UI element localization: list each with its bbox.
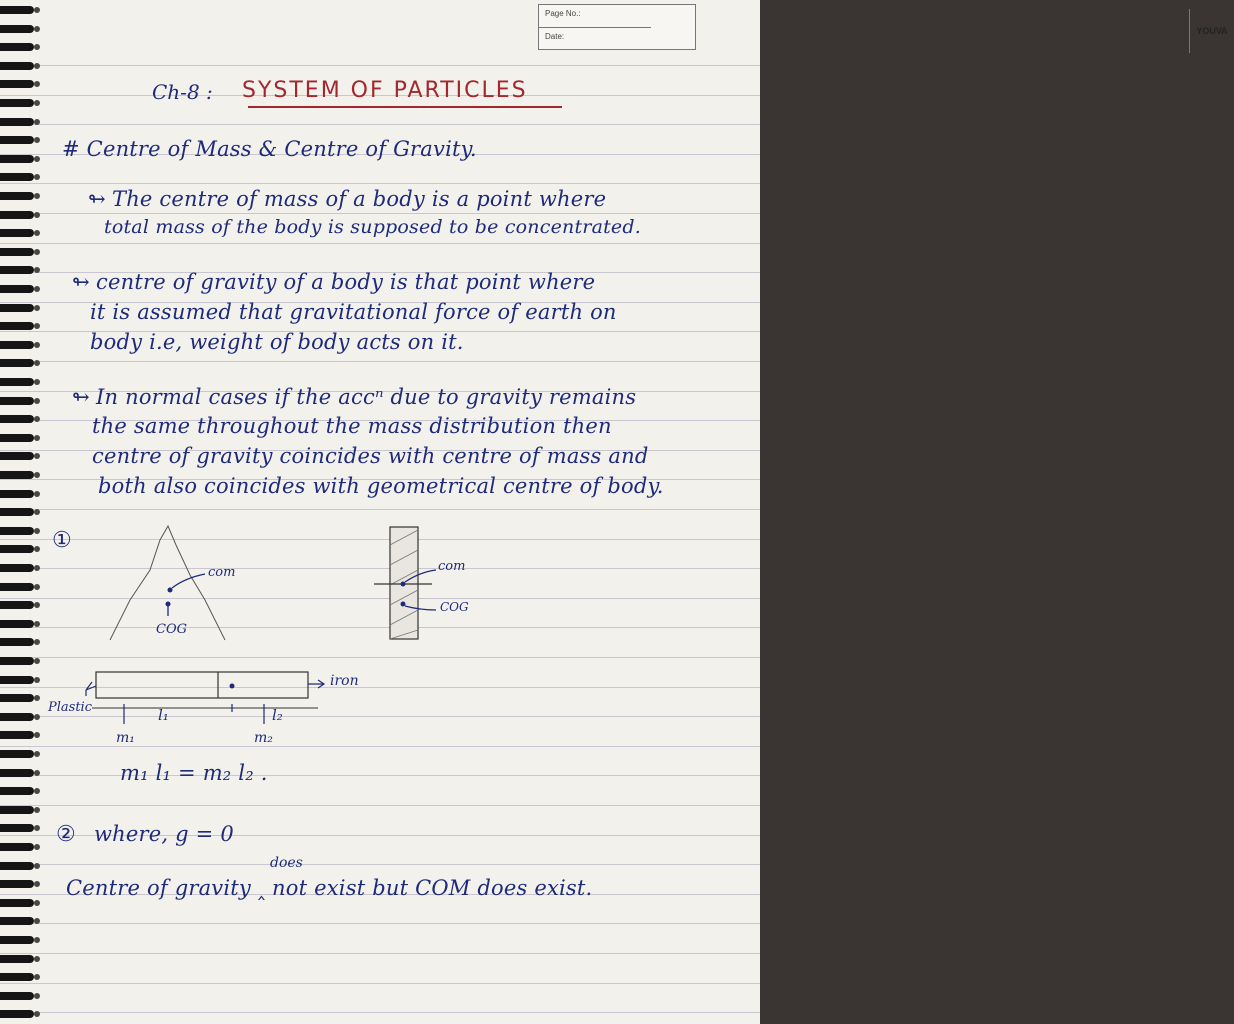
length-l1-label: l₁: [158, 706, 169, 724]
moment-equation: m₁ l₁ = m₂ l₂ .: [120, 761, 268, 785]
example1-number: ①: [52, 528, 72, 553]
para3-line3: centre of gravity coincides with centre of mass and: [92, 444, 649, 468]
date-label: Date:: [545, 32, 565, 41]
example2-statement: Centre of gravity ‸ not exist but COM does exist.: [66, 876, 593, 900]
example2-condition: where, g = 0: [94, 822, 234, 846]
triangle-cog-label: COG: [156, 622, 187, 637]
triangle-com-point: [168, 588, 173, 593]
bullet-arrow: ↬: [72, 385, 90, 409]
section-heading: # Centre of Mass & Centre of Gravity.: [62, 137, 477, 161]
rod-body: [96, 672, 308, 698]
bar-com-label: com: [438, 559, 466, 574]
para2-line2: it is assumed that gravitational force of earth on: [90, 300, 617, 324]
page-title: SYSTEM OF PARTICLES: [242, 78, 528, 103]
para2-line1: centre of gravity of a body is that point where: [96, 270, 596, 294]
page-no-label: Page No.:: [545, 9, 581, 18]
brand-logo: YOUVA: [1189, 9, 1234, 53]
triangle-cog-point: [166, 602, 171, 607]
rod-left-arrow: [86, 682, 96, 696]
rod-right-arrow: [308, 680, 324, 688]
rod-center-point: [230, 684, 235, 689]
para1-line2: total mass of the body is supposed to be concentrated.: [104, 216, 641, 238]
triangle-com-label: com: [208, 565, 236, 580]
para1-line1: The centre of mass of a body is a point where: [112, 187, 607, 211]
insert-word: does: [270, 855, 303, 871]
bar-cog-label: COG: [440, 600, 469, 614]
bar-cog-point: [401, 602, 406, 607]
para3-line2: the same throughout the mass distribution then: [92, 414, 612, 438]
para3-line4: both also coincides with geometrical centre of body.: [98, 474, 664, 498]
para3-line1: In normal cases if the accⁿ due to gravity remains: [96, 385, 637, 409]
triangle-com-arrow: [172, 574, 205, 588]
bar-com-point: [401, 582, 406, 587]
chapter-label: Ch-8 :: [152, 80, 213, 104]
bullet-arrow: ↬: [88, 187, 106, 211]
rod-material-right: iron: [330, 673, 359, 689]
length-l2-label: l₂: [272, 706, 283, 724]
para2-line3: body i.e, weight of body acts on it.: [90, 330, 464, 354]
rod-material-left: Plastic: [48, 700, 92, 715]
mass-m1-label: m₁: [116, 730, 135, 746]
mass-m2-label: m₂: [254, 730, 273, 746]
example2-number: ②: [56, 822, 76, 847]
bullet-arrow: ↬: [72, 270, 90, 294]
